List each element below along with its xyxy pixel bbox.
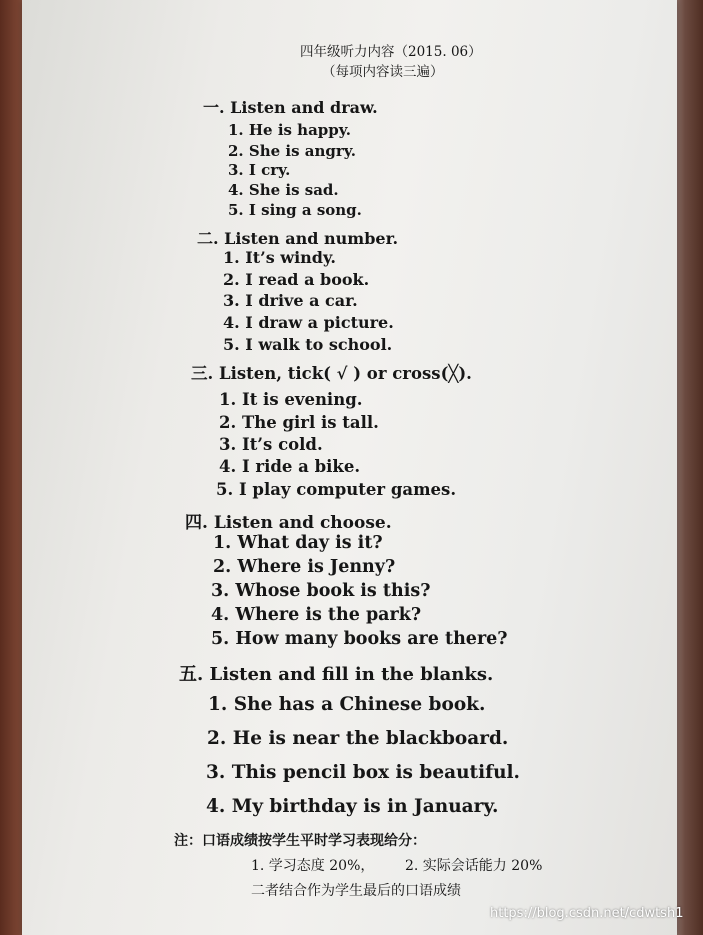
section-2-item: 3. I drive a car. (223, 291, 358, 310)
section-4-item: 3. Whose book is this? (211, 581, 431, 601)
section-2-item: 2. I read a book. (223, 270, 370, 289)
section-4-item: 4. Where is the park? (211, 605, 422, 625)
section-3-item: 5. I play computer games. (216, 480, 457, 499)
section-1-item: 2. She is angry. (228, 142, 356, 160)
section-1-item: 1. He is happy. (228, 121, 352, 139)
background-right (673, 0, 703, 935)
section-2-item: 1. It’s windy. (223, 248, 336, 267)
section-3-item: 2. The girl is tall. (219, 413, 379, 432)
note-item-attitude: 1. 学习态度 20%， (251, 858, 375, 874)
document-subtitle: （每项内容读三遍） (322, 64, 444, 80)
note-conclusion: 二者结合作为学生最后的口语成绩 (251, 883, 461, 899)
section-3-item: 3. It’s cold. (219, 435, 323, 454)
section-4-heading: 四. Listen and choose. (185, 513, 392, 533)
section-3-heading: 三. Listen, tick( √ ) or cross(╳). (191, 364, 472, 383)
section-2-item: 5. I walk to school. (223, 335, 393, 354)
section-5-item: 4. My birthday is in January. (206, 796, 499, 817)
section-1-item: 3. I cry. (228, 161, 291, 179)
section-2-heading: 二. Listen and number. (197, 229, 399, 248)
section-5-item: 3. This pencil box is beautiful. (206, 762, 520, 783)
watermark-url: https://blog.csdn.net/cdwtsh1 (490, 906, 684, 921)
document-title: 四年级听力内容（2015. 06） (300, 44, 482, 60)
section-4-item: 5. How many books are there? (211, 629, 508, 649)
section-1-heading: 一. Listen and draw. (203, 98, 378, 117)
section-1-item: 5. I sing a song. (228, 201, 362, 219)
section-3-item: 4. I ride a bike. (219, 457, 361, 476)
section-3-item: 1. It is evening. (219, 390, 363, 409)
section-1-item: 4. She is sad. (228, 181, 339, 199)
section-2-item: 4. I draw a picture. (223, 313, 394, 332)
section-5-item: 2. He is near the blackboard. (207, 728, 509, 749)
section-4-item: 1. What day is it? (213, 533, 383, 553)
note-item-conversation: 2. 实际会话能力 20% (405, 858, 543, 874)
note-label: 注：口语成绩按学生平时学习表现给分： (174, 833, 426, 849)
section-4-item: 2. Where is Jenny? (213, 557, 396, 577)
section-5-item: 1. She has a Chinese book. (208, 694, 486, 715)
section-5-heading: 五. Listen and fill in the blanks. (179, 664, 494, 685)
